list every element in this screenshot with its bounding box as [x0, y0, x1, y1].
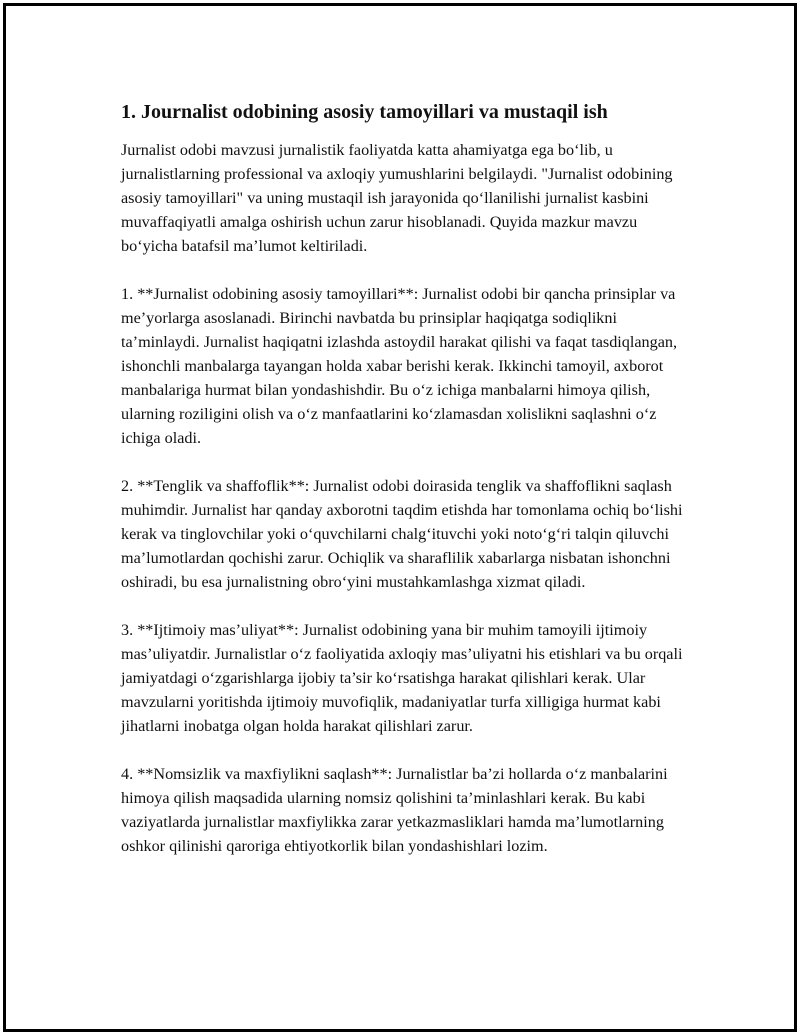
- anonymity-confidentiality-paragraph: 4. **Nomsizlik va maxfiylikni saqlash**: Jurnalistlar ba’zi hollarda o‘z manbalarini himoya qilish maqsadida ularning nomsiz qolishini ta’minlashlari kerak. Bu kabi vaziyatlarda jurnalistlar maxfiylikka zarar yetkazmasliklari hamda ma’lumotlarning oshkor qilinishi qaroriga ehtiyotkorlik bilan yondashishlari lozim.: [121, 765, 668, 855]
- equality-transparency-paragraph: 2. **Tenglik va shaffoflik**: Jurnalist odobi doirasida tenglik va shaffoflikni saqlash muhimdir. Jurnalist har qanday axborotni taqdim etishda har tomonlama ochiq bo‘lishi kerak va tinglovchilar yoki o‘quvchilarni chalg‘ituvchi yoki noto‘g‘ri talqin qiluvchi ma’lumotlardan qochishi zarur. Ochiqlik va sharaflilik xabarlarga nisbatan ishonchni oshiradi, bu esa jurnalistning obro‘yini mustahkamlashga xizmat qiladi.: [121, 477, 683, 591]
- principles-paragraph: 1. **Jurnalist odobining asosiy tamoyillari**: Jurnalist odobi bir qancha prinsiplar va me’yorlarga asoslanadi. Birinchi navbatda bu prinsiplar haqiqatga sodiqlikni ta’minlaydi. Jurnalist haqiqatni izlashda astoydil harakat qilishi va faqat tasdiqlangan, ishonchli manbalarga tayangan holda xabar berishi kerak. Ikkinchi tamoyil, axborot manbalariga hurmat bilan yondashishdir. Bu o‘z ichiga manbalarni himoya qilish, ularning roziligini olish va o‘z manfaatlarini ko‘zlamasdan xolislikni saqlashni o‘z ichiga oladi.: [121, 285, 678, 447]
- intro-paragraph: Jurnalist odobi mavzusi jurnalistik faoliyatda katta ahamiyatga ega bo‘lib, u jurnalistlarning professional va axloqiy yumushlarini belgilaydi. "Jurnalist odobining asosiy tamoyillari" va uning mustaqil ish jarayonida qo‘llanilishi jurnalist kasbini muvaffaqiyatli amalga oshirish uchun zarur hisoblanadi. Quyida mazkur mavzu bo‘yicha batafsil ma’lumot keltiriladi.: [121, 141, 673, 255]
- social-responsibility-paragraph: 3. **Ijtimoiy mas’uliyat**: Jurnalist odobining yana bir muhim tamoyili ijtimoiy mas’uliyatdir. Jurnalistlar o‘z faoliyatida axloqiy mas’uliyatni his etishlari va bu orqali jamiyatdagi o‘zgarishlarga ijobiy ta’sir ko‘rsatishga harakat qilishlari kerak. Ular mavzularni yoritishda ijtimoiy muvofiqlik, madaniyatlar turfa xilligiga hurmat kabi jihatlarni inobatga olgan holda harakat qilishlari zarur.: [121, 621, 683, 735]
- page-frame: [3, 3, 797, 1032]
- document-title: 1. Journalist odobining asosiy tamoyillari va mustaqil ish: [121, 101, 608, 123]
- document-body: [121, 98, 696, 858]
